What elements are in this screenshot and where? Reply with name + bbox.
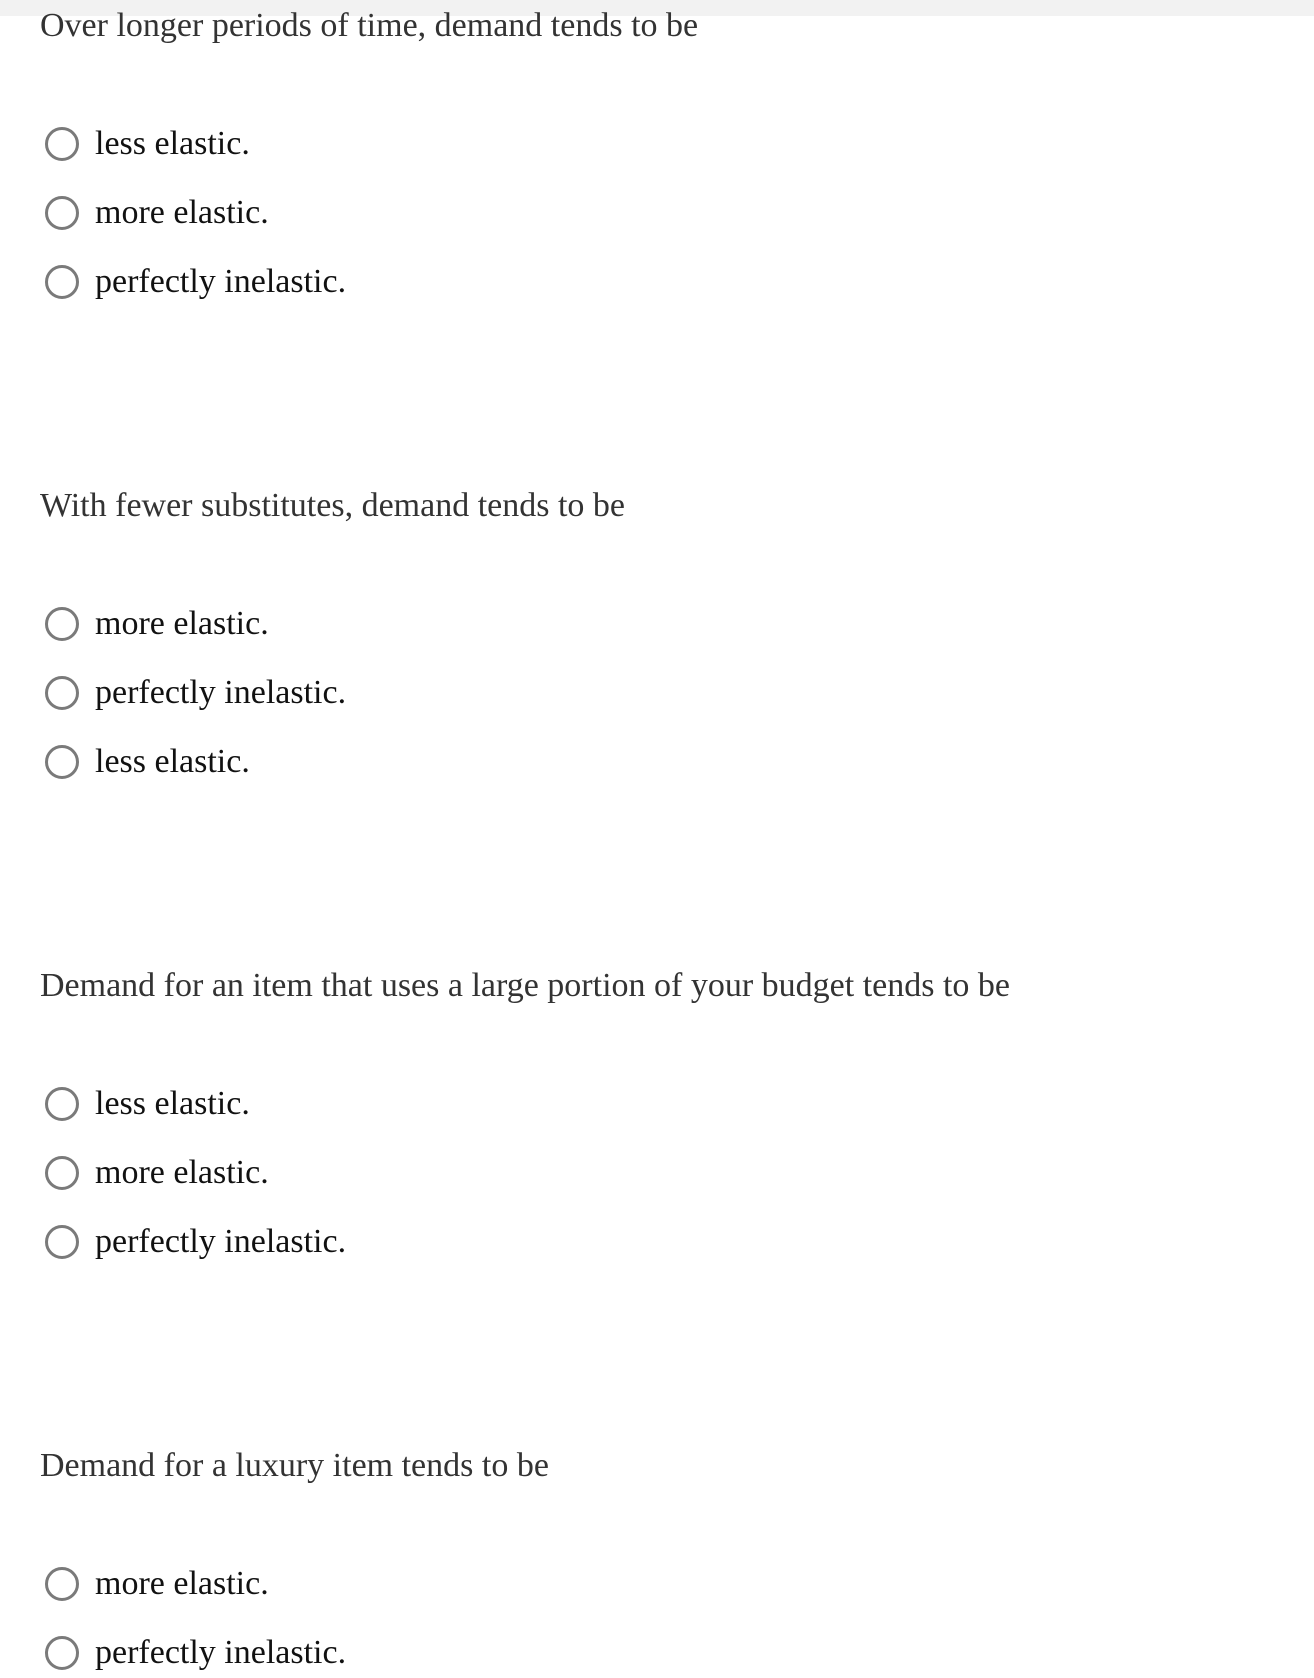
answer-label: more elastic. <box>95 194 269 231</box>
question-text: Over longer periods of time, demand tends to be <box>40 7 699 44</box>
radio-button[interactable] <box>45 1567 79 1601</box>
question-text: With fewer substitutes, demand tends to be <box>40 487 626 524</box>
answer-option[interactable] <box>45 1628 745 1678</box>
radio-button[interactable] <box>45 1636 79 1670</box>
answer-option[interactable] <box>45 188 745 238</box>
radio-button[interactable] <box>45 1225 79 1259</box>
answer-label: perfectly inelastic. <box>95 1223 347 1260</box>
answer-option[interactable] <box>45 1079 745 1129</box>
radio-button[interactable] <box>45 676 79 710</box>
radio-button[interactable] <box>45 196 79 230</box>
answer-option[interactable] <box>45 737 745 787</box>
answer-label: perfectly inelastic. <box>95 263 347 300</box>
answer-option[interactable] <box>45 1148 745 1198</box>
answer-option[interactable] <box>45 257 745 307</box>
radio-button[interactable] <box>45 745 79 779</box>
question-text: Demand for an item that uses a large portion of your budget tends to be <box>40 967 1011 1004</box>
radio-button[interactable] <box>45 1156 79 1190</box>
answer-option[interactable] <box>45 599 745 649</box>
answer-label: less elastic. <box>95 743 250 780</box>
answer-label: perfectly inelastic. <box>95 674 347 711</box>
answer-option[interactable] <box>45 668 745 718</box>
radio-button[interactable] <box>45 265 79 299</box>
radio-button[interactable] <box>45 127 79 161</box>
answer-label: less elastic. <box>95 125 250 162</box>
question-text: Demand for a luxury item tends to be <box>40 1447 549 1484</box>
radio-button[interactable] <box>45 1087 79 1121</box>
radio-button[interactable] <box>45 607 79 641</box>
answer-label: perfectly inelastic. <box>95 1634 347 1671</box>
answer-label: more elastic. <box>95 1565 269 1602</box>
answer-option[interactable] <box>45 1559 745 1609</box>
answer-label: more elastic. <box>95 605 269 642</box>
answer-label: more elastic. <box>95 1154 269 1191</box>
answer-label: less elastic. <box>95 1085 250 1122</box>
answer-option[interactable] <box>45 1217 745 1267</box>
answer-option[interactable] <box>45 119 745 169</box>
